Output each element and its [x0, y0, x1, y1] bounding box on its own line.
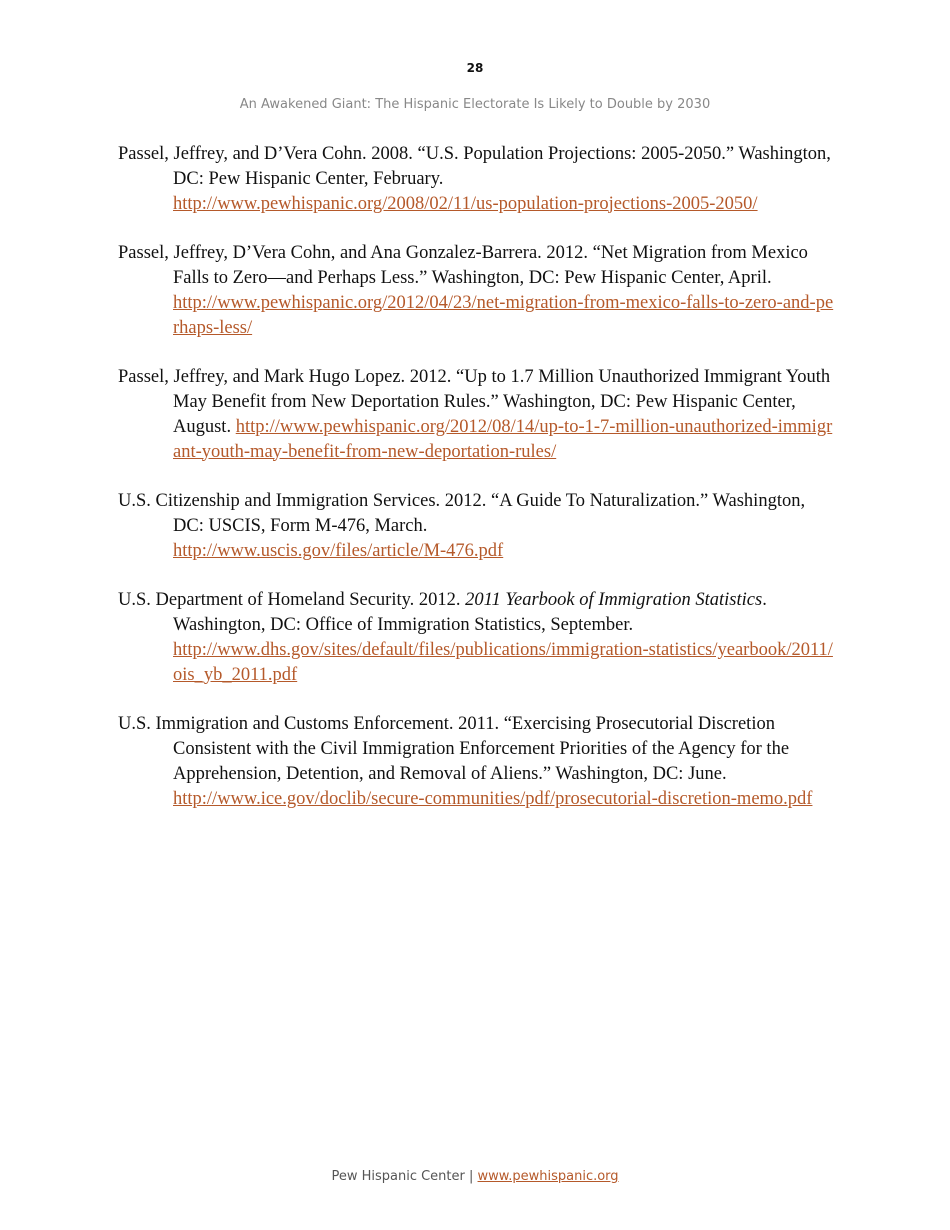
footer-org: Pew Hispanic Center	[331, 1169, 465, 1184]
reference-item	[118, 489, 838, 563]
reference-item	[118, 365, 838, 464]
reference-text: U.S. Department of Homeland Security. 2012.	[118, 590, 461, 611]
reference-text: Passel, Jeffrey, D’Vera Cohn, and Ana Gonzalez-Barrera. 2012. “Net Migration from Mexico Falls to Zero—and Perhaps Less.” Washington, DC: Pew Hispanic Center, April.	[118, 243, 808, 288]
reference-link[interactable]: http://www.pewhispanic.org/2008/02/11/us-population-projections-2005-2050/	[173, 193, 758, 214]
reference-text: Passel, Jeffrey, and Mark Hugo Lopez. 2012. “Up to 1.7 Million Unauthorized Immigrant Youth May Benefit from New Deportation Rules.” Washington, DC: Pew Hispanic Center, August.	[118, 367, 831, 437]
reference-text: U.S. Immigration and Customs Enforcement. 2011. “Exercising Prosecutorial Discretion Consistent with the Civil Immigration Enforcement Priorities of the Agency for the Apprehension, Detention, and Removal of Aliens.” Washington, DC: June.	[118, 714, 790, 784]
reference-list	[118, 142, 838, 836]
reference-link[interactable]: http://www.pewhispanic.org/2012/08/14/up-to-1-7-million-unauthorized-immigrant-youth-may-benefit-from-new-deportation-rules/	[173, 416, 833, 462]
page-footer	[0, 1169, 950, 1184]
reference-text: . Washington, DC: Office of Immigration Statistics, September.	[173, 590, 767, 636]
reference-link[interactable]: http://www.dhs.gov/sites/default/files/publications/immigration-statistics/yearbook/2011/ois_yb_2011.pdf	[173, 639, 833, 685]
footer-link[interactable]: www.pewhispanic.org	[477, 1169, 619, 1184]
page-number: 28	[466, 61, 484, 75]
reference-item	[118, 241, 838, 340]
reference-item	[118, 588, 838, 687]
reference-text: Passel, Jeffrey, and D’Vera Cohn. 2008. “U.S. Population Projections: 2005-2050.” Washington, DC: Pew Hispanic Center, February.	[118, 144, 831, 189]
footer-separator: |	[469, 1169, 474, 1184]
reference-item	[118, 712, 838, 811]
reference-link[interactable]: http://www.ice.gov/doclib/secure-communities/pdf/prosecutorial-discretion-memo.pdf	[173, 788, 813, 809]
running-header: An Awakened Giant: The Hispanic Electorate Is Likely to Double by 2030	[239, 97, 711, 112]
reference-item	[118, 142, 838, 216]
reference-link[interactable]: http://www.pewhispanic.org/2012/04/23/net-migration-from-mexico-falls-to-zero-and-perhaps-less/	[173, 292, 834, 338]
reference-text: U.S. Citizenship and Immigration Services. 2012. “A Guide To Naturalization.” Washington, DC: USCIS, Form M-476, March.	[118, 491, 806, 536]
reference-title-italic: 2011 Yearbook of Immigration Statistics	[465, 590, 763, 611]
reference-link[interactable]: http://www.uscis.gov/files/article/M-476.pdf	[173, 540, 504, 561]
